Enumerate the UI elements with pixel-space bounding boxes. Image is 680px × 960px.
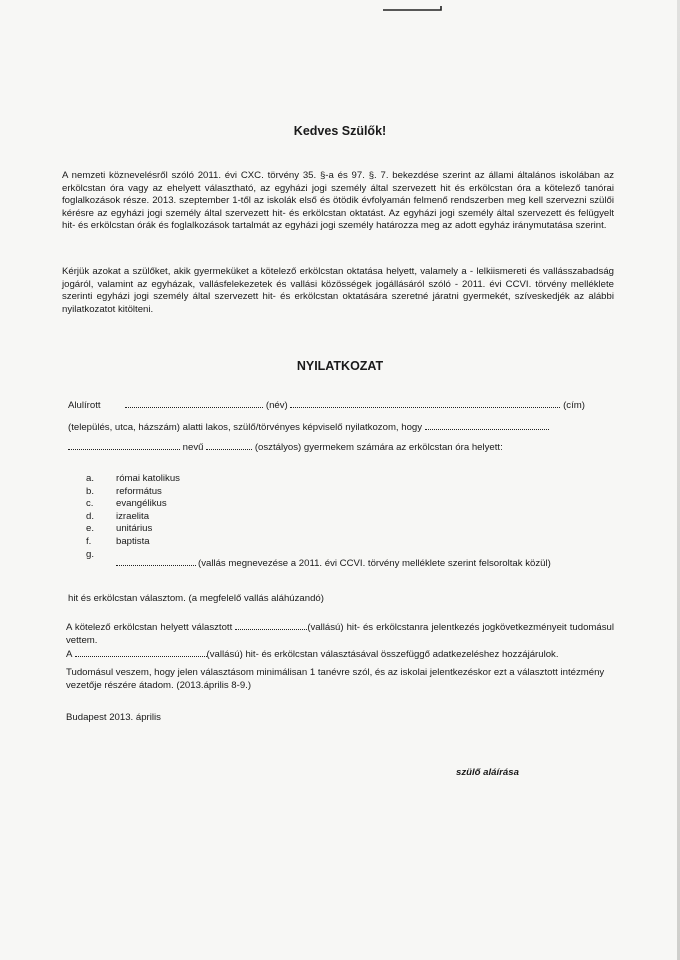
undersigned-label: Alulírott [68,400,101,411]
list-item[interactable]: f. baptista [86,535,150,547]
class-field[interactable] [206,440,252,450]
acknowledgement-paragraph: Tudomásul veszem, hogy jelen választásom minimálisan 1 tanévre szól, és az iskolai jelentkezéskor ezt a választott intézmény vezetője részére átadom. (2013.április 8-9.) [66,667,605,691]
form-line-residence [68,420,608,433]
signature-label: szülő aláírása [456,767,519,778]
residence-field[interactable] [425,420,549,430]
other-religion-line [116,556,606,570]
declaration-heading: NYILATKOZAT [296,359,384,373]
choice-statement: hit és erkölcstan választom. (a megfelelő vallás aláhúzandó) [68,593,324,604]
class-label: (osztályos) gyermekem számára az erkölcstan óra helyett: [254,442,503,453]
consequence-paragraph: A kötelező erkölcstan helyett választott (vallású) hit- és erkölcstanra jelentkezés jogkövetkezményeit tudomásul vettem. A (vallású) hit- és erkölcstan választásával összefüggő adatkezeléshez hozzájárulok. [66,622,615,661]
page-title: Kedves Szülők! [293,124,387,138]
religion-options [86,473,180,561]
intro-paragraph: A nemzeti köznevelésről szóló 2011. évi CXC. törvény 35. §-a és 97. §. 7. bekezdése szerint az állami általános iskolában az erkölcstan óra vagy az ehelyett választható, az egyházi jogi személy által szervezett hit és erkölcstan óra a kötelező tanórai foglalkozások része. 2013. szeptember 1-től az iskolák első és ötödik évfolyamán felmenő rendszerben meg kell szervezni szülői kérésre az egyházi jogi személy által szervezett hit- és erkölcstan oktatást. Az egyházi jogi személy által szervezett és felügyelt hit- és erkölcstan órák és foglalkozások tartalmát az egyházi jogi személy határozza meg az adott egyház iránymutatása szerint. [62,170,614,232]
named-label: nevű [182,442,204,453]
name-label: (név) [265,400,288,411]
chosen-religion-field[interactable] [235,620,307,630]
list-item[interactable]: d. izraelita [86,510,150,522]
name-field[interactable] [125,398,263,408]
list-item[interactable]: e. unitárius [86,523,153,535]
residence-text: (település, utca, házszám) alatti lakos, szülő/törvényes képviselő nyilatkozom, hogy [68,422,423,433]
place-date: Budapest 2013. április [66,712,161,723]
child-name-field[interactable] [68,440,180,450]
list-item[interactable]: b. református [86,485,162,497]
address-label: (cím) [563,400,585,411]
address-field[interactable] [290,398,560,408]
consent-religion-field[interactable] [75,647,207,657]
binding-mark [383,6,443,12]
list-item[interactable]: c. evangélikus [86,498,167,510]
list-item-other[interactable]: g. [86,548,95,560]
form-line-child [68,440,608,453]
list-item[interactable]: a. római katolikus [86,473,180,484]
request-paragraph: Kérjük azokat a szülőket, akik gyermeküket a kötelező erkölcstan oktatása helyett, valamely a - lelkiismereti és vallásszabadság jogáról, valamint az egyházak, vallásfelekezetek és vallási közösségek jogállásáról szóló - 2011. évi CCVI. törvény melléklete szerinti egyházi jogi személy által szervezett hit- és erkölcstan oktatására szeretné járatni gyermekét, szíveskedjék az alábbi nyilatkozatot kitölteni. [62,266,614,315]
other-religion-field[interactable] [116,556,196,566]
other-religion-text: (vallás megnevezése a 2011. évi CCVI. törvény melléklete szerint felsoroltak közül) [198,558,551,569]
form-line-name [68,398,608,411]
